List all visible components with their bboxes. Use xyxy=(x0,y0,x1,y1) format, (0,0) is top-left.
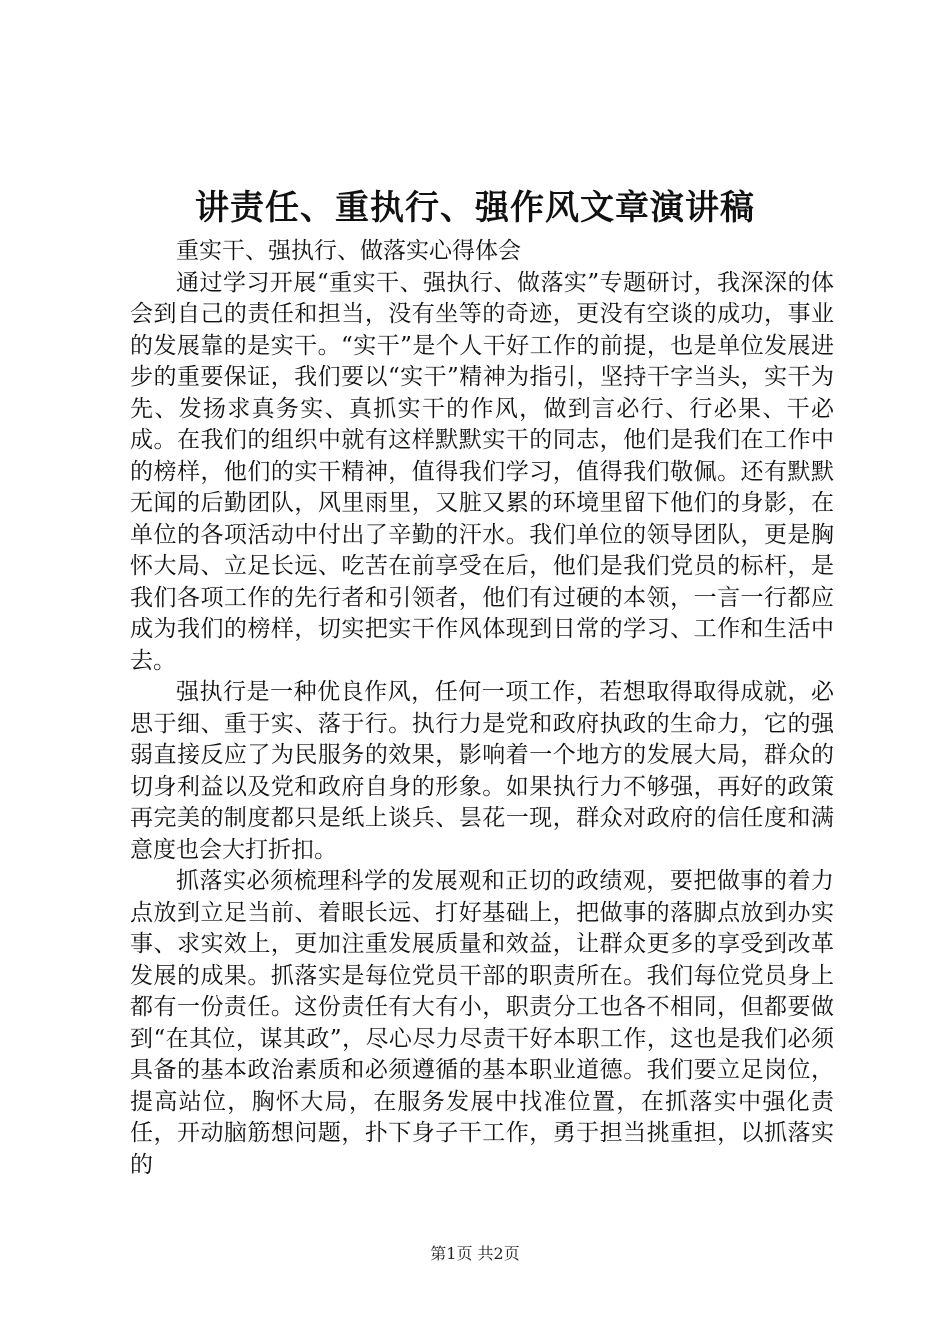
paragraph: 通过学习开展“重实干、强执行、做落实”专题研讨，我深深的体会到自己的责任和担当，没有坐等的奇迹，更没有空谈的成功，事业的发展靠的是实干。“实干”是个人干好工作的前提，也是单位发展进步的重要保证，我们要以“实干”精神为指引，坚持干字当头，实干为先、发扬求真务实、真抓实干的作风，做到言必行、行必果、干必成。在我们的组织中就有这样默默实干的同志，他们是我们在工作中的榜样，他们的实干精神，值得我们学习，值得我们敬佩。还有默默无闻的后勤团队，风里雨里，又脏又累的环境里留下他们的身影，在单位的各项活动中付出了辛勤的汗水。我们单位的领导团队，更是胸怀大局、立足长远、吃苦在前享受在后，他们是我们党员的标杆，是我们各项工作的先行者和引领者，他们有过硬的本领，一言一行都应成为我们的榜样，切实把实干作风体现到日常的学习、工作和生活中去。 xyxy=(130,269,834,674)
document-title: 讲责任、重执行、强作风文章演讲稿 xyxy=(195,188,755,228)
page-footer: 第1页 共2页 xyxy=(430,1244,520,1263)
paragraph: 抓落实必须梳理科学的发展观和正切的政绩观，要把做事的着力点放到立足当前、着眼长远、打好基础上，把做事的落脚点放到办实事、求实效上，更加注重发展质量和效益，让群众更多的享受到改革发展的成果。抓落实是每位党员干部的职责所在。我们每位党员身上都有一份责任。这份责任有大有小，职责分工也各不相同，但都要做到“在其位，谋其政”，尽心尽力尽责干好本职工作，这也是我们必须具备的基本政治素质和必须遵循的基本职业道德。我们要立足岗位，提高站位，胸怀大局，在服务发展中找准位置，在抓落实中强化责任，开动脑筋想问题，扑下身子干工作，勇于担当挑重担，以抓落实的 xyxy=(130,868,834,1178)
paragraph: 强执行是一种优良作风，任何一项工作，若想取得取得成就，必思于细、重于实、落于行。执行力是党和政府执政的生命力，它的强弱直接反应了为民服务的效果，影响着一个地方的发展大局，群众的切身利益以及党和政府自身的形象。如果执行力不够强，再好的政策再完美的制度都只是纸上谈兵、昙花一现，群众对政府的信任度和满意度也会大打折扣。 xyxy=(130,679,834,863)
document-body xyxy=(130,236,834,1181)
document-subtitle: 重实干、强执行、做落实心得体会 xyxy=(176,238,521,264)
